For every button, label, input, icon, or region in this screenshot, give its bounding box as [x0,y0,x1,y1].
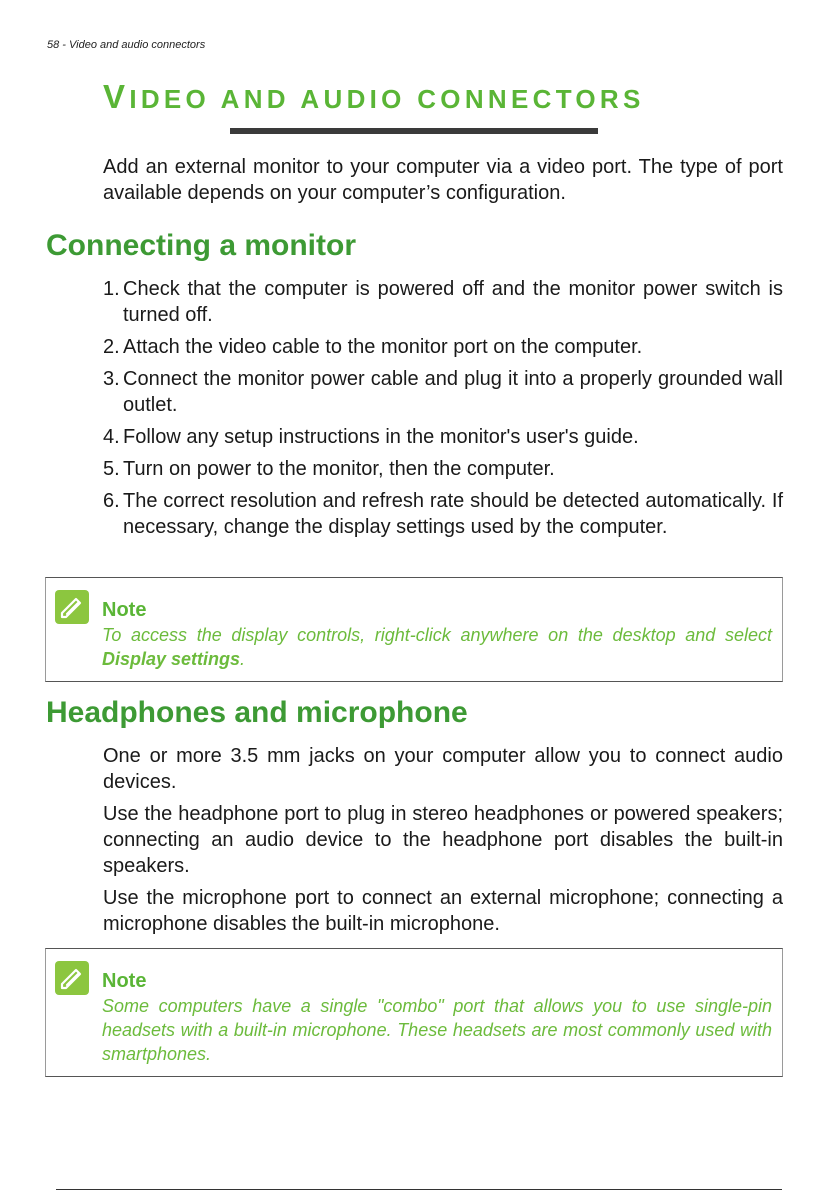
footer-rule [56,1189,782,1190]
step-item [103,366,783,418]
section-heading-headphones-microphone: Headphones and microphone [46,696,468,729]
note-text-emphasis: Display settings [102,649,241,669]
step-number: 1. [103,278,120,300]
step-item [103,424,783,450]
note-text-start: To access the display controls, right-click anywhere on the desktop and select [102,625,772,645]
note-text [102,623,772,671]
step-item [103,276,783,328]
pencil-icon [55,961,89,995]
note-label: Note [102,970,147,992]
audio-paragraph: Use the microphone port to connect an external microphone; connecting a microphone disables the built-in microphone. [103,887,783,935]
step-item [103,456,783,482]
step-number: 3. [103,368,120,390]
note-text-end: . [240,649,246,669]
step-text: The correct resolution and refresh rate should be detected automatically. If necessary, change the display settings used by the computer. [123,490,783,538]
step-number: 5. [103,458,120,480]
chapter-title [103,80,645,113]
section-heading-connecting-monitor: Connecting a monitor [46,229,356,262]
audio-paragraph: Use the headphone port to plug in stereo headphones or powered speakers; connecting an audio device to the headphone port disables the built-in speakers. [103,803,783,877]
step-text: Connect the monitor power cable and plug it into a properly grounded wall outlet. [123,368,783,416]
note-label: Note [102,599,147,621]
running-head: 58 - Video and audio connectors [47,39,206,51]
step-number: 2. [103,336,120,358]
chapter-title-initial: V [103,78,130,115]
steps-list [103,276,783,546]
step-text: Follow any setup instructions in the monitor's user's guide. [123,426,639,448]
chapter-title-rest: IDEO AND AUDIO CONNECTORS [129,84,645,114]
pencil-icon [55,590,89,624]
step-text: Attach the video cable to the monitor port on the computer. [123,336,643,358]
title-underline [230,128,598,134]
step-number: 6. [103,490,120,512]
note-text: Some computers have a single "combo" port that allows you to use single-pin headsets with a built-in microphone. These headsets are most commonly used with smartphones. [102,996,772,1064]
step-text: Check that the computer is powered off and the monitor power switch is turned off. [123,278,783,326]
step-text: Turn on power to the monitor, then the computer. [123,458,555,480]
step-item [103,334,783,360]
audio-paragraph: One or more 3.5 mm jacks on your computer allow you to connect audio devices. [103,745,783,793]
note-box-combo-port [45,948,783,1077]
step-number: 4. [103,426,120,448]
step-item [103,488,783,540]
intro-paragraph: Add an external monitor to your computer via a video port. The type of port available depends on your computer’s configuration. [103,156,783,204]
note-box-display-settings [45,577,783,682]
